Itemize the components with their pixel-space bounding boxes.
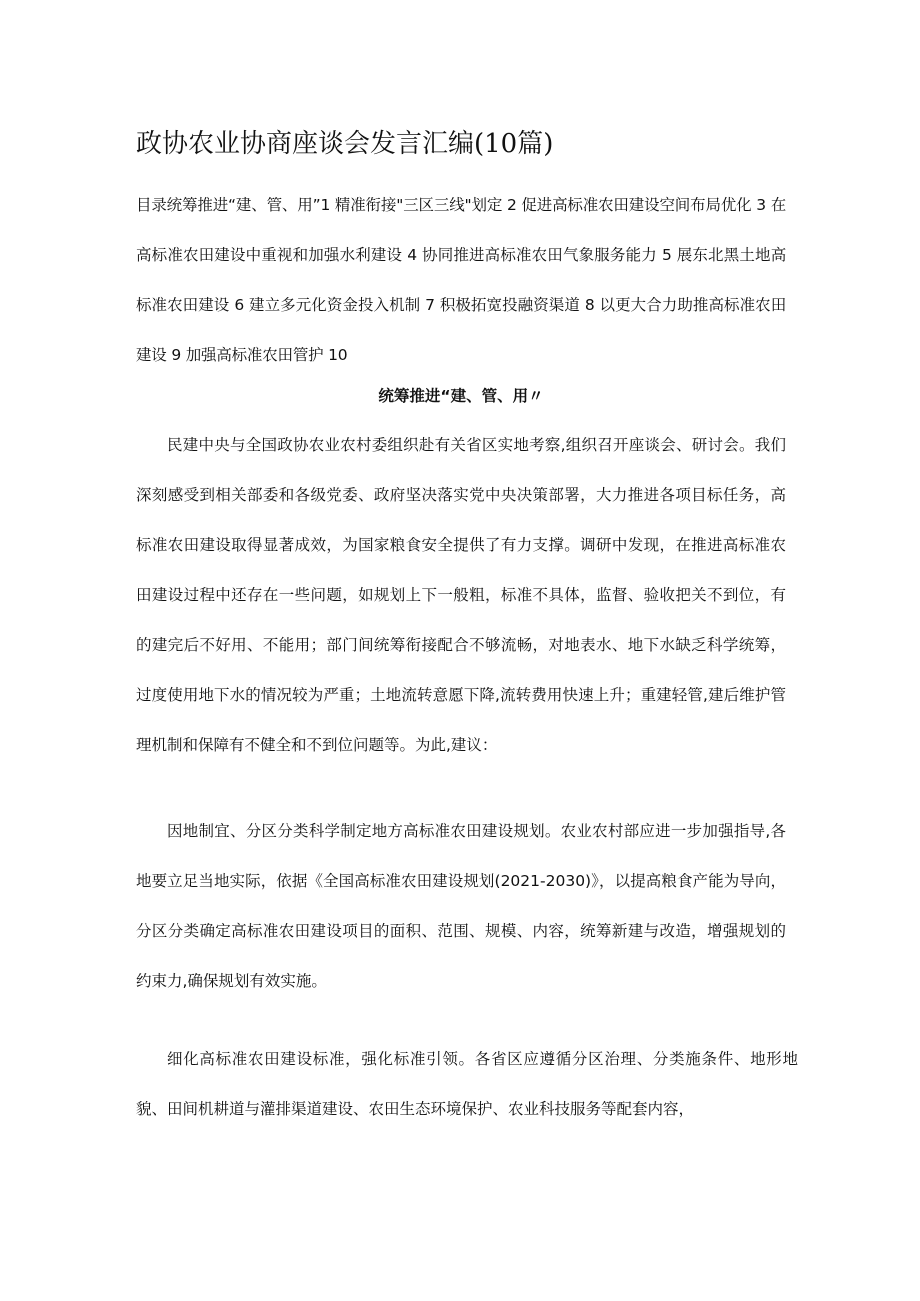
document-title: 政协农业协商座谈会发言汇编(10篇)	[136, 129, 554, 159]
body-paragraph-1: 民建中央与全国政协农业农村委组织赴有关省区实地考察,组织召开座谈会、研讨会。我们深刻感受到相关部委和各级党委、政府坚决落实党中央决策部署，大力推进各项目标任务，高标准农田建设取得显著成效，为国家粮食安全提供了有力支撑。调研中发现，在推进高标准农田建设过程中还存在一些问题，如规划上下一般粗，标准不具体，监督、验收把关不到位，有的建完后不好用、不能用；部门间统筹衔接配合不够流畅，对地表水、地下水缺乏科学统筹，过度使用地下水的情况较为严重；土地流转意愿下降,流转费用快速上升；重建轻管,建后维护管理机制和保障有不健全和不到位问题等。为此,建议：	[136, 436, 786, 754]
table-of-contents: 目录统筹推进“建、管、用”1 精准衔接"三区三线"划定 2 促进高标准农田建设空间布局优化 3 在高标准农田建设中重视和加强水利建设 4 协同推进高标准农田气象服务能力 5 展东北黑土地高标准农田建设 6 建立多元化资金投入机制 7 积极拓宽投融资渠道 8 以更大合力助推高标准农田建设 9 加强高标准农田管护 10	[136, 196, 786, 364]
body-paragraph-2: 因地制宜、分区分类科学制定地方高标准农田建设规划。农业农村部应进一步加强指导,各地要立足当地实际，依据《全国高标准农田建设规划(2021-2030)》，以提高粮食产能为导向，分区分类确定高标准农田建设项目的面积、范围、规模、内容，统筹新建与改造，增强规划的约束力,确保规划有效实施。	[136, 822, 786, 990]
section-heading: 统筹推进“建、管、用〃	[378, 387, 544, 405]
body-paragraph-3: 细化高标准农田建设标准，强化标准引领。各省区应遵循分区治理、分类施条件、地形地貌、田间机耕道与灌排渠道建设、农田生态环境保护、农业科技服务等配套内容，	[136, 1050, 798, 1118]
